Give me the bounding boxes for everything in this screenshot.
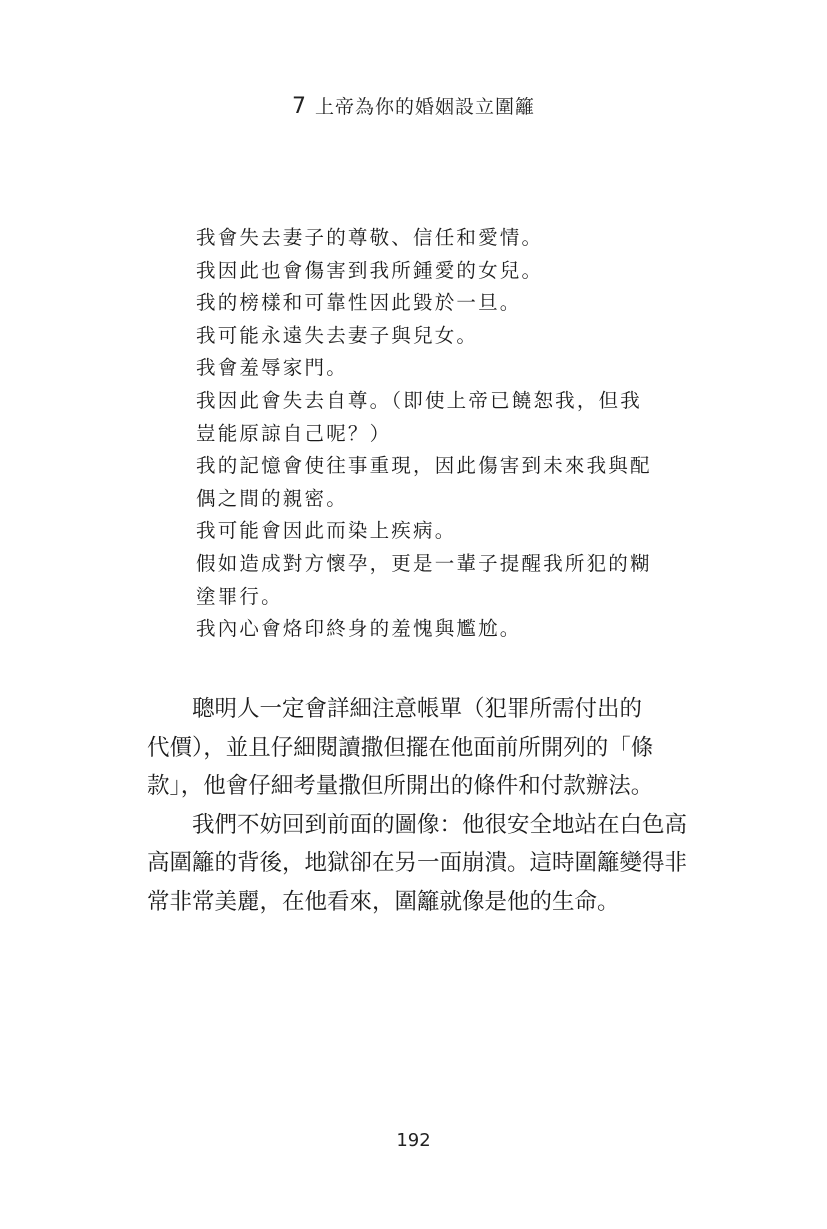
- list-line: 我的記憶會使往事重現，因此傷害到未來我與配: [196, 454, 652, 478]
- running-header: [0, 92, 827, 119]
- list-line: 我因此也會傷害到我所鍾愛的女兒。: [196, 258, 544, 282]
- paragraph-line: 高圍籬的背後，地獄卻在另一面崩潰。這時圍籬變得非: [147, 850, 688, 876]
- list-line: 塗罪行。: [196, 584, 283, 608]
- paragraph-line: 我們不妨回到前面的圖像：他很安全地站在白色高: [192, 811, 688, 838]
- list-line: 我的榜樣和可靠性因此毀於一旦。: [196, 291, 522, 315]
- chapter-number: 7: [291, 94, 307, 119]
- chapter-title: 上帝為你的婚姻設立圍籬: [314, 96, 535, 118]
- paragraph-line: 代價），並且仔細閱讀撒但擺在他面前所開列的「條: [147, 734, 654, 761]
- list-line: 我可能永遠失去妻子與兒女。: [196, 323, 479, 347]
- consequence-list: [196, 222, 666, 646]
- list-line: 我會失去妻子的尊敬、信任和愛情。: [196, 226, 544, 249]
- list-line: 偶之間的親密。: [196, 486, 348, 510]
- list-line: 假如造成對方懷孕，更是一輩子提醒我所犯的糊: [196, 551, 652, 575]
- list-line: 我可能會因此而染上疾病。: [196, 519, 457, 543]
- paragraph-line: 款」，他會仔細考量撒但所開出的條件和付款辦法。: [147, 773, 654, 799]
- body-text: [147, 690, 687, 921]
- page-number: 192: [396, 1130, 431, 1151]
- list-line: 我會羞辱家門。: [196, 356, 348, 380]
- list-line: 我因此會失去自尊。（即使上帝已饒恕我，但我: [196, 388, 642, 412]
- paragraph-line: 聰明人一定會詳細注意帳單（犯罪所需付出的: [192, 696, 643, 722]
- list-line: 豈能原諒自己呢？）: [196, 421, 392, 445]
- paragraph-line: 常非常美麗，在他看來，圍籬就像是他的生命。: [147, 888, 620, 915]
- list-line: 我內心會烙印終身的羞愧與尷尬。: [196, 617, 522, 641]
